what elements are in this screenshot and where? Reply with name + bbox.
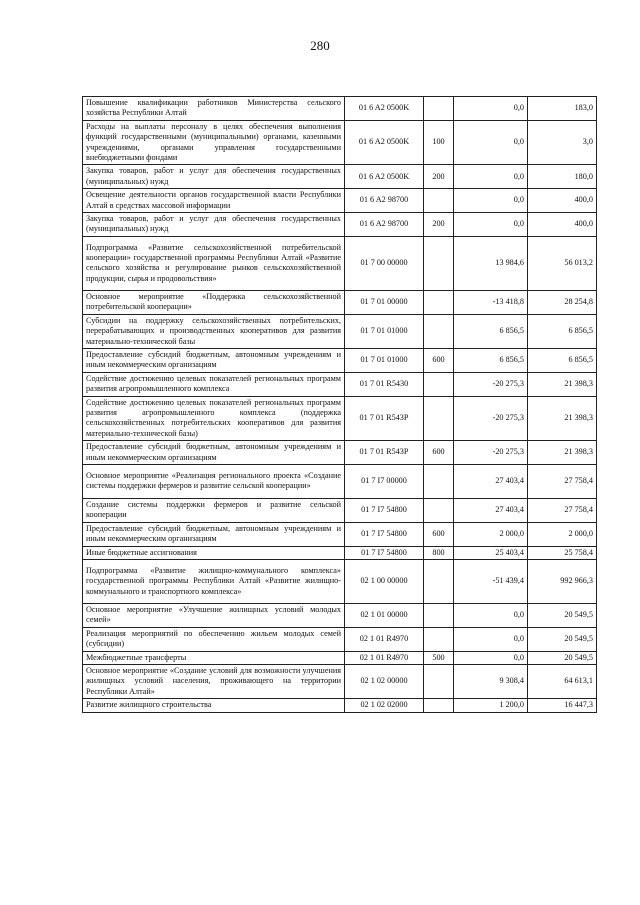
- row-amount-change: 9 308,4: [454, 665, 528, 699]
- row-name: Повышение квалификации работников Министерства сельского хозяйства Республики Алтай: [83, 97, 345, 121]
- row-name: Предоставление субсидий бюджетным, автономным учреждениям и иным некоммерческим организациям: [83, 348, 345, 372]
- table-row: [83, 441, 597, 465]
- row-amount-change: 2 000,0: [454, 522, 528, 546]
- row-code: 01 7 01 R543P: [345, 441, 424, 465]
- row-amount-change: 27 403,4: [454, 498, 528, 522]
- row-name: Содействие достижению целевых показателей региональных программ развития агропромышленного комплекса: [83, 372, 345, 396]
- row-amount-total: 20 549,5: [528, 651, 597, 664]
- table-row: [83, 396, 597, 441]
- row-amount-total: 6 856,5: [528, 348, 597, 372]
- table-row: [83, 213, 597, 237]
- row-amount-total: 21 398,3: [528, 441, 597, 465]
- row-amount-change: 0,0: [454, 165, 528, 189]
- row-code: 01 7 I7 54800: [345, 546, 424, 559]
- row-code: 01 7 01 R5430: [345, 372, 424, 396]
- row-amount-total: 21 398,3: [528, 396, 597, 441]
- row-amount-total: 20 549,5: [528, 627, 597, 651]
- row-amount-change: 0,0: [454, 604, 528, 628]
- row-code: 01 7 01 01000: [345, 348, 424, 372]
- row-amount-total: 27 758,4: [528, 498, 597, 522]
- row-name: Подпрограмма «Развитие сельскохозяйственной потребительской кооперации» государственной программы Республики Алтай «Развитие сельского хозяйства и регулирование рынков сельскохозяйственной продукции, сырья и продовольствия»: [83, 236, 345, 290]
- table-row: [83, 464, 597, 498]
- row-code: 01 6 A2 98700: [345, 213, 424, 237]
- row-amount-change: -51 439,4: [454, 560, 528, 604]
- row-amount-total: 400,0: [528, 189, 597, 213]
- table-row: [83, 314, 597, 348]
- row-expense-type: [424, 560, 454, 604]
- row-amount-total: 183,0: [528, 97, 597, 121]
- row-amount-change: 0,0: [454, 120, 528, 165]
- row-expense-type: [424, 236, 454, 290]
- table-row: [83, 348, 597, 372]
- table-row: [83, 546, 597, 559]
- row-code: 02 1 01 R4970: [345, 627, 424, 651]
- row-expense-type: [424, 314, 454, 348]
- row-code: 01 7 I7 54800: [345, 498, 424, 522]
- row-name: Основное мероприятие «Создание условий для возможности улучшения жилищных условий населения, проживающего на территории Республики Алтай»: [83, 665, 345, 699]
- row-expense-type: 200: [424, 213, 454, 237]
- row-amount-change: 0,0: [454, 213, 528, 237]
- row-amount-change: 0,0: [454, 97, 528, 121]
- row-amount-total: 992 966,3: [528, 560, 597, 604]
- row-expense-type: [424, 189, 454, 213]
- row-amount-total: 3,0: [528, 120, 597, 165]
- row-expense-type: [424, 396, 454, 441]
- row-expense-type: [424, 290, 454, 314]
- row-code: 01 7 00 00000: [345, 236, 424, 290]
- row-name: Межбюджетные трансферты: [83, 651, 345, 664]
- row-amount-change: 27 403,4: [454, 464, 528, 498]
- row-code: 01 7 I7 00000: [345, 464, 424, 498]
- budget-table-body: [83, 97, 597, 713]
- row-expense-type: [424, 665, 454, 699]
- row-amount-total: 64 613,1: [528, 665, 597, 699]
- row-amount-total: 28 254,8: [528, 290, 597, 314]
- row-amount-change: -13 418,8: [454, 290, 528, 314]
- row-amount-change: 13 984,6: [454, 236, 528, 290]
- row-name: Предоставление субсидий бюджетным, автономным учреждениям и иным некоммерческим организациям: [83, 441, 345, 465]
- row-code: 02 1 02 02000: [345, 699, 424, 712]
- row-amount-total: 20 549,5: [528, 604, 597, 628]
- table-row: [83, 290, 597, 314]
- table-row: [83, 604, 597, 628]
- row-expense-type: 600: [424, 348, 454, 372]
- table-row: [83, 372, 597, 396]
- row-amount-change: -20 275,3: [454, 372, 528, 396]
- row-name: Развитие жилищного строительства: [83, 699, 345, 712]
- row-code: 01 7 01 00000: [345, 290, 424, 314]
- row-name: Основное мероприятие «Улучшение жилищных условий молодых семей»: [83, 604, 345, 628]
- table-row: [83, 120, 597, 165]
- row-expense-type: 200: [424, 165, 454, 189]
- row-amount-change: -20 275,3: [454, 396, 528, 441]
- row-code: 01 6 A2 0500K: [345, 97, 424, 121]
- row-expense-type: [424, 498, 454, 522]
- table-row: [83, 97, 597, 121]
- row-amount-change: 0,0: [454, 651, 528, 664]
- table-row: [83, 560, 597, 604]
- row-code: 01 7 01 R543P: [345, 396, 424, 441]
- row-amount-total: 400,0: [528, 213, 597, 237]
- row-amount-total: 180,0: [528, 165, 597, 189]
- row-amount-change: 6 856,5: [454, 348, 528, 372]
- table-row: [83, 236, 597, 290]
- row-expense-type: [424, 604, 454, 628]
- row-code: 02 1 01 R4970: [345, 651, 424, 664]
- row-amount-total: 16 447,3: [528, 699, 597, 712]
- row-amount-total: 25 758,4: [528, 546, 597, 559]
- row-amount-total: 56 013,2: [528, 236, 597, 290]
- row-name: Закупка товаров, работ и услуг для обеспечения государственных (муниципальных) нужд: [83, 165, 345, 189]
- row-expense-type: [424, 699, 454, 712]
- table-row: [83, 665, 597, 699]
- row-amount-change: 0,0: [454, 627, 528, 651]
- row-expense-type: [424, 627, 454, 651]
- row-amount-change: -20 275,3: [454, 441, 528, 465]
- row-code: 01 6 A2 0500K: [345, 165, 424, 189]
- row-amount-change: 6 856,5: [454, 314, 528, 348]
- row-code: 01 7 I7 54800: [345, 522, 424, 546]
- row-expense-type: [424, 464, 454, 498]
- row-code: 01 6 A2 0500K: [345, 120, 424, 165]
- row-name: Иные бюджетные ассигнования: [83, 546, 345, 559]
- table-row: [83, 165, 597, 189]
- table-row: [83, 627, 597, 651]
- row-amount-total: 2 000,0: [528, 522, 597, 546]
- row-amount-total: 21 398,3: [528, 372, 597, 396]
- row-name: Подпрограмма «Развитие жилищно-коммунального комплекса» государственной программы Республики Алтай «Развитие жилищно-коммунального и транспортного комплекса»: [83, 560, 345, 604]
- row-expense-type: 600: [424, 441, 454, 465]
- row-expense-type: [424, 97, 454, 121]
- row-name: Содействие достижению целевых показателей региональных программ развития агропромышленного комплекса (поддержка сельскохозяйственных потребительских кооперативов для развития материально-технической базы): [83, 396, 345, 441]
- row-expense-type: 500: [424, 651, 454, 664]
- row-amount-total: 6 856,5: [528, 314, 597, 348]
- row-expense-type: 800: [424, 546, 454, 559]
- row-amount-change: 0,0: [454, 189, 528, 213]
- table-row: [83, 651, 597, 664]
- row-expense-type: 600: [424, 522, 454, 546]
- row-amount-change: 25 403,4: [454, 546, 528, 559]
- row-name: Субсидии на поддержку сельскохозяйственных потребительских, перерабатывающих и производственных кооперативов для развития материально-технической базы: [83, 314, 345, 348]
- row-code: 02 1 00 00000: [345, 560, 424, 604]
- row-name: Расходы на выплаты персоналу в целях обеспечения выполнения функций государственными (муниципальными) органами, казенными учреждениями, органами управления государственными внебюджетными фондами: [83, 120, 345, 165]
- table-row: [83, 189, 597, 213]
- budget-table: [82, 96, 597, 713]
- row-name: Реализация мероприятий по обеспечению жильем молодых семей (субсидии): [83, 627, 345, 651]
- row-amount-total: 27 758,4: [528, 464, 597, 498]
- table-row: [83, 498, 597, 522]
- row-code: 02 1 01 00000: [345, 604, 424, 628]
- row-amount-change: 1 200,0: [454, 699, 528, 712]
- row-name: Основное мероприятие «Реализация регионального проекта «Создание системы поддержки фермеров и развитие сельской кооперации»: [83, 464, 345, 498]
- table-row: [83, 699, 597, 712]
- row-name: Предоставление субсидий бюджетным, автономным учреждениям и иным некоммерческим организациям: [83, 522, 345, 546]
- row-expense-type: 100: [424, 120, 454, 165]
- row-name: Создание системы поддержки фермеров и развитие сельской кооперации: [83, 498, 345, 522]
- page-number: 280: [310, 38, 330, 53]
- row-code: 01 7 01 01000: [345, 314, 424, 348]
- row-name: Основное мероприятие «Поддержка сельскохозяйственной потребительской кооперации»: [83, 290, 345, 314]
- row-name: Закупка товаров, работ и услуг для обеспечения государственных (муниципальных) нужд: [83, 213, 345, 237]
- row-code: 01 6 A2 98700: [345, 189, 424, 213]
- row-code: 02 1 02 00000: [345, 665, 424, 699]
- row-name: Освещение деятельности органов государственной власти Республики Алтай в средствах массовой информации: [83, 189, 345, 213]
- row-expense-type: [424, 372, 454, 396]
- table-row: [83, 522, 597, 546]
